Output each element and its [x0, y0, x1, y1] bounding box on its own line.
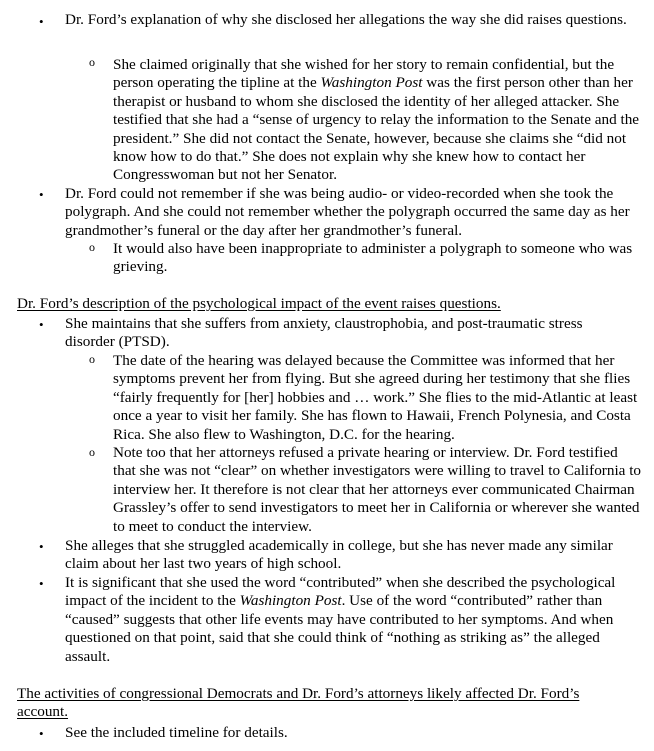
sub-bullet-text: Note too that her attorneys refused a private hearing or interview. Dr. Ford testified that she was not “clear” on whether investigators were willing to travel to California to interview her. It therefore is not clear that her attorneys ever communicated Chairman Grassley’s offer to send investigators to meet her in California or wherever she wanted to meet to conduct the interview.	[113, 444, 642, 535]
bullet-marker: •	[39, 187, 44, 202]
bullet-text: It is significant that she used the word “contributed” when she described the psychological impact of the incident to the Washington Post. Use of the word “contributed” rather than “caused” suggests that other life events may have contributed to her symptoms. And when questioned on that point, said that she could think of “nothing as striking as” the alleged assault.	[65, 574, 616, 665]
bullet-text: Dr. Ford could not remember if she was being audio- or video-recorded when she took the polygraph. And she could not remember whether the polygraph occurred the same day as her grandmother’s funeral or the day after her grandmother’s funeral.	[65, 185, 630, 239]
sub-bullet-marker: o	[89, 352, 95, 366]
sub-bullet-marker: o	[89, 240, 95, 254]
bullet-text: She alleges that she struggled academically in college, but she has never made any similar claim about her last two years of high school.	[65, 537, 613, 573]
sub-bullet-marker: o	[89, 55, 95, 69]
bullet-text: Dr. Ford’s explanation of why she disclosed her allegations the way she did raises questions.	[65, 11, 627, 28]
publication-name: Washington Post	[320, 74, 423, 92]
bullet-text: She maintains that she suffers from anxiety, claustrophobia, and post-traumatic stress disorder (PTSD).	[65, 315, 583, 351]
sub-bullet-marker: o	[89, 445, 95, 459]
section-heading: The activities of congressional Democrats and Dr. Ford’s attorneys likely affected Dr. Ford’s account.	[17, 685, 580, 721]
bullet-marker: •	[39, 726, 44, 741]
bullet-marker: •	[39, 539, 44, 554]
bullet-marker: •	[39, 576, 44, 591]
bullet-marker: •	[39, 317, 44, 332]
sub-bullet-text: She claimed originally that she wished for her story to remain confidential, but the person operating the tipline at the Washington Post was the first person other than her therapist or husband to whom she disclosed the identity of her alleged attacker. She testified that she had a “sense of urgency to relay the information to the Senate and the president.” She did not contact the Senate, however, because she claims she “did not know how to do that.” She does not explain why she knew how to contact her Congresswoman but not her Senator.	[113, 56, 640, 184]
section-heading: Dr. Ford’s description of the psychological impact of the event raises questions.	[17, 295, 501, 312]
publication-name: Washington Post	[239, 592, 342, 610]
sub-bullet-text: The date of the hearing was delayed because the Committee was informed that her symptoms prevent her from flying. But she agreed during her testimony that she flies “fairly frequently for [her] hobbies and … work.” She flies to the mid-Atlantic at least once a year to visit her family. She has flown to Hawaii, French Polynesia, and Costa Rica. She also flew to Washington, D.C. for the hearing.	[113, 352, 638, 443]
sub-bullet-text: It would also have been inappropriate to administer a polygraph to someone who was grieving.	[113, 240, 633, 276]
bullet-text: See the included timeline for details.	[65, 724, 288, 741]
bullet-marker: •	[39, 14, 44, 29]
